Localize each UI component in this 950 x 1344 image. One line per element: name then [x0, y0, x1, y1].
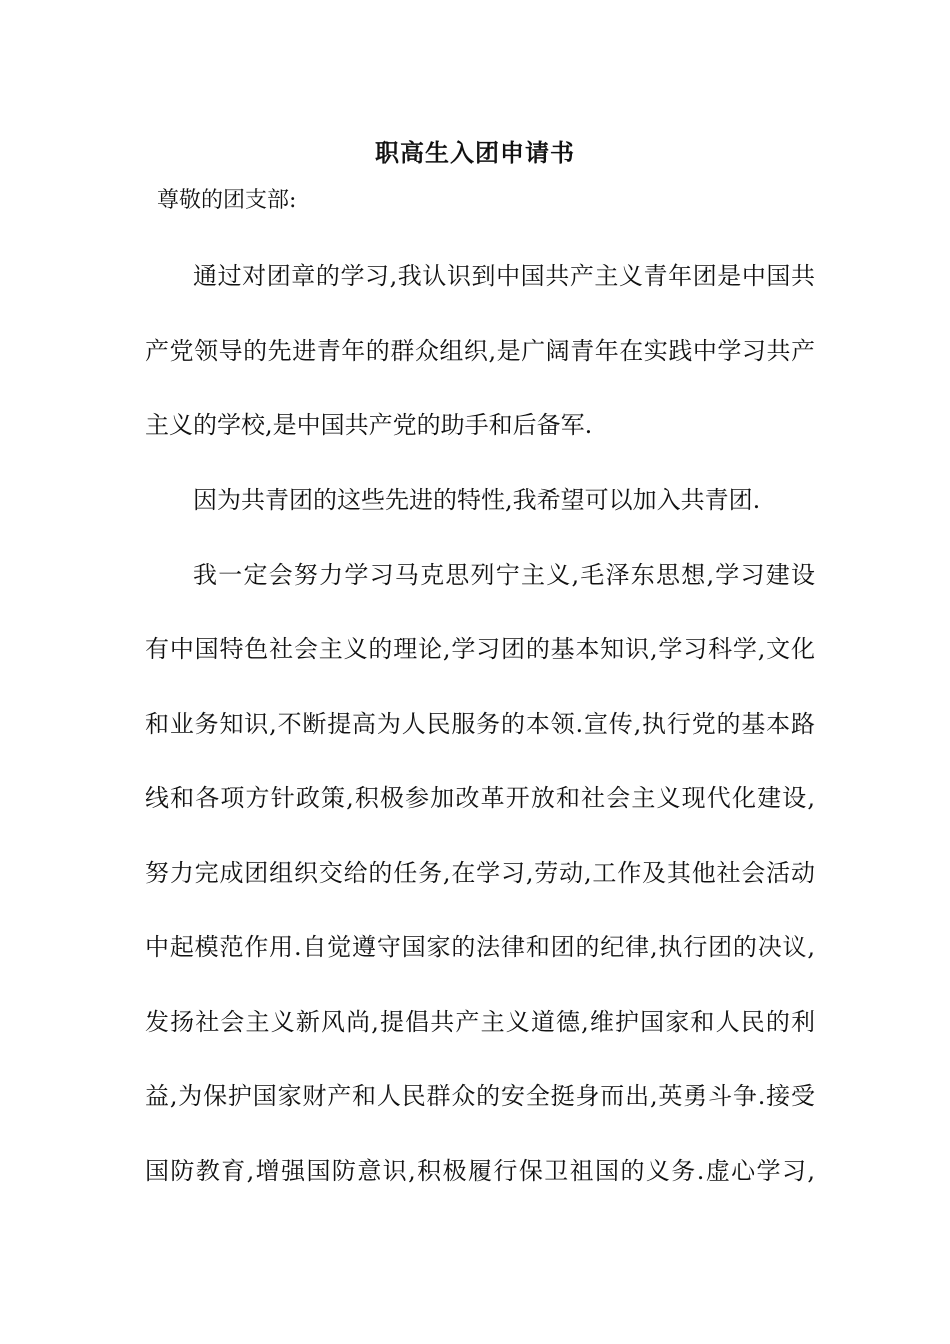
- paragraph-line: 通过对团章的学习,我认识到中国共产主义青年团是中国共: [193, 262, 815, 290]
- paragraph-line: 益,为保护国家财产和人民群众的安全挺身而出,英勇斗争.接受: [145, 1082, 815, 1110]
- paragraph-line: 中起模范作用.自觉遵守国家的法律和团的纪律,执行团的决议,: [145, 933, 815, 961]
- paragraph-line: 努力完成团组织交给的任务,在学习,劳动,工作及其他社会活动: [145, 859, 815, 887]
- paragraph-line: 国防教育,增强国防意识,积极履行保卫祖国的义务.虚心学习,: [145, 1157, 815, 1185]
- paragraph-line: 发扬社会主义新风尚,提倡共产主义道德,维护国家和人民的利: [145, 1008, 815, 1036]
- paragraph-line: 有中国特色社会主义的理论,学习团的基本知识,学习科学,文化: [145, 635, 815, 663]
- paragraph-line: 和业务知识,不断提高为人民服务的本领.宣传,执行党的基本路: [145, 710, 815, 738]
- salutation: 尊敬的团支部:: [157, 188, 297, 213]
- paragraph-line: 产党领导的先进青年的群众组织,是广阔青年在实践中学习共产: [145, 337, 815, 365]
- paragraph-line: 主义的学校,是中国共产党的助手和后备军.: [145, 411, 593, 439]
- paragraph-line: 因为共青团的这些先进的特性,我希望可以加入共青团.: [193, 486, 761, 514]
- paragraph-line: 我一定会努力学习马克思列宁主义,毛泽东思想,学习建设: [193, 561, 815, 589]
- paragraph-line: 线和各项方针政策,积极参加改革开放和社会主义现代化建设,: [145, 784, 815, 812]
- document-title: 职高生入团申请书: [375, 138, 575, 167]
